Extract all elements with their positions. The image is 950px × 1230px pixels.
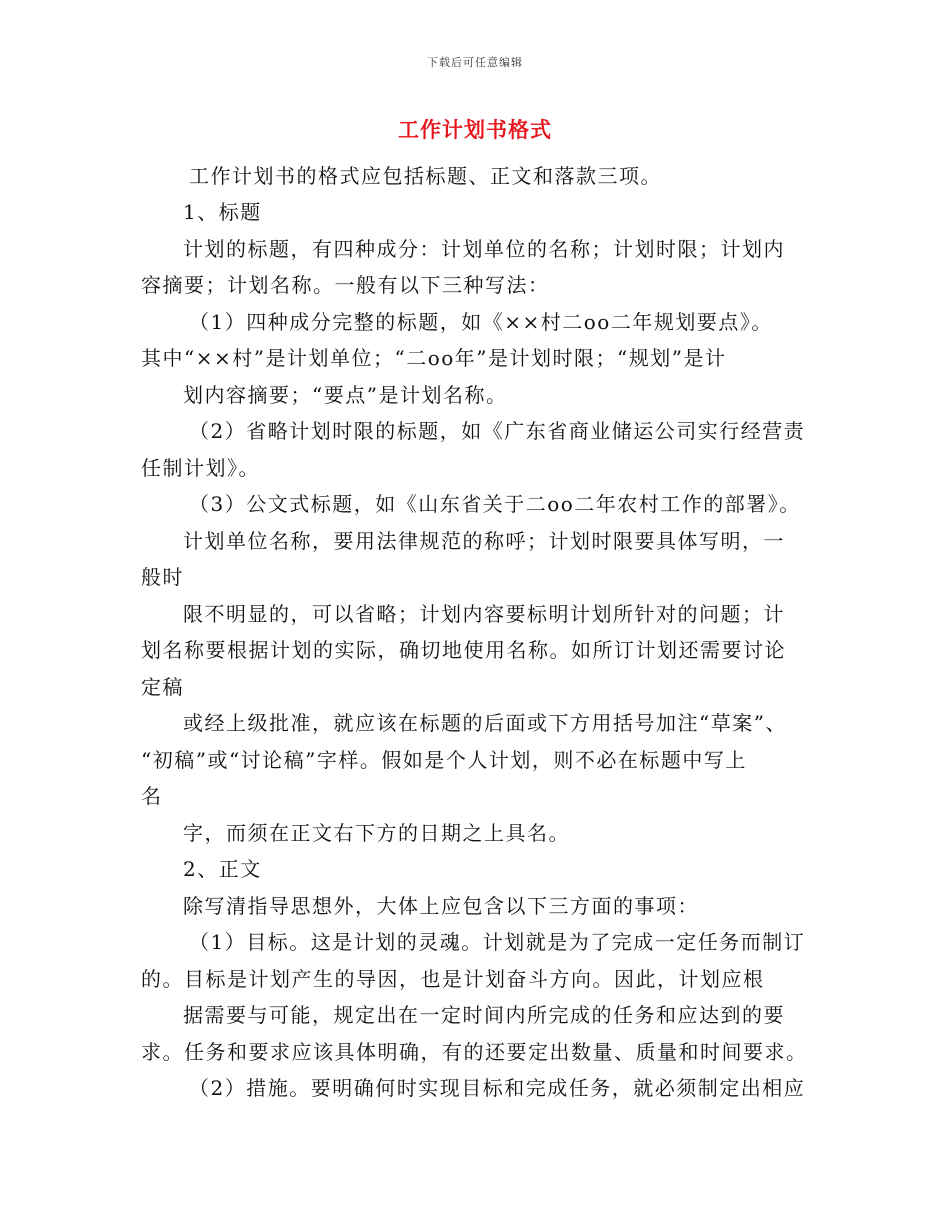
text-line: 的。目标是计划产生的导因，也是计划奋斗方向。因此，计划应根 [141,967,765,991]
text-line: （3）公文式标题，如《山东省关于二oo二年农村工作的部署》。 [189,492,801,516]
text-line: 限不明显的，可以省略；计划内容要标明计划所针对的问题；计 [183,602,785,626]
text-line: （2）措施。要明确何时实现目标和完成任务，就必须制定出相应 [189,1076,806,1100]
text-line: 计划单位名称，要用法律规范的称呼；计划时限要具体写明，一 [183,529,785,553]
text-line: 字，而须在正文右下方的日期之上具名。 [183,821,570,845]
text-line: 除写清指导思想外，大体上应包含以下三方面的事项： [183,894,699,918]
document-title: 工作计划书格式 [398,117,552,142]
text-line: （1）目标。这是计划的灵魂。计划就是为了完成一定任务而制订 [189,930,806,954]
text-line: 工作计划书的格式应包括标题、正文和落款三项。 [189,164,662,188]
text-line: 1、标题 [183,200,262,224]
text-line: 据需要与可能，规定出在一定时间内所完成的任务和应达到的要 [183,1003,785,1027]
header-note: 下载后可任意编辑 [427,56,523,69]
text-line: 计划的标题，有四种成分：计划单位的名称；计划时限；计划内 [183,237,785,261]
text-line: 名 [141,784,163,808]
text-line: 容摘要；计划名称。一般有以下三种写法： [141,273,550,297]
text-line: 定稿 [141,675,184,699]
text-line: 划名称要根据计划的实际，确切地使用名称。如所订计划还需要讨论 [141,638,786,662]
text-line: 任制计划》。 [141,456,260,480]
text-line: （1）四种成分完整的标题，如《××村二oo二年规划要点》。 [189,310,773,334]
text-line: 其中“××村”是计划单位；“二oo年”是计划时限；“规划”是计 [141,346,727,370]
text-line: 划内容摘要；“要点”是计划名称。 [183,383,508,407]
text-line: 求。任务和要求应该具体明确，有的还要定出数量、质量和时间要求。 [141,1040,808,1064]
text-line: （2）省略计划时限的标题，如《广东省商业储运公司实行经营责 [189,419,806,443]
text-line: “初稿”或“讨论稿”字样。假如是个人计划，则不必在标题中写上 [141,748,747,772]
text-line: 或经上级批准，就应该在标题的后面或下方用括号加注“草案”、 [183,711,787,735]
text-line: 般时 [141,565,184,589]
text-line: 2、正文 [183,857,262,881]
